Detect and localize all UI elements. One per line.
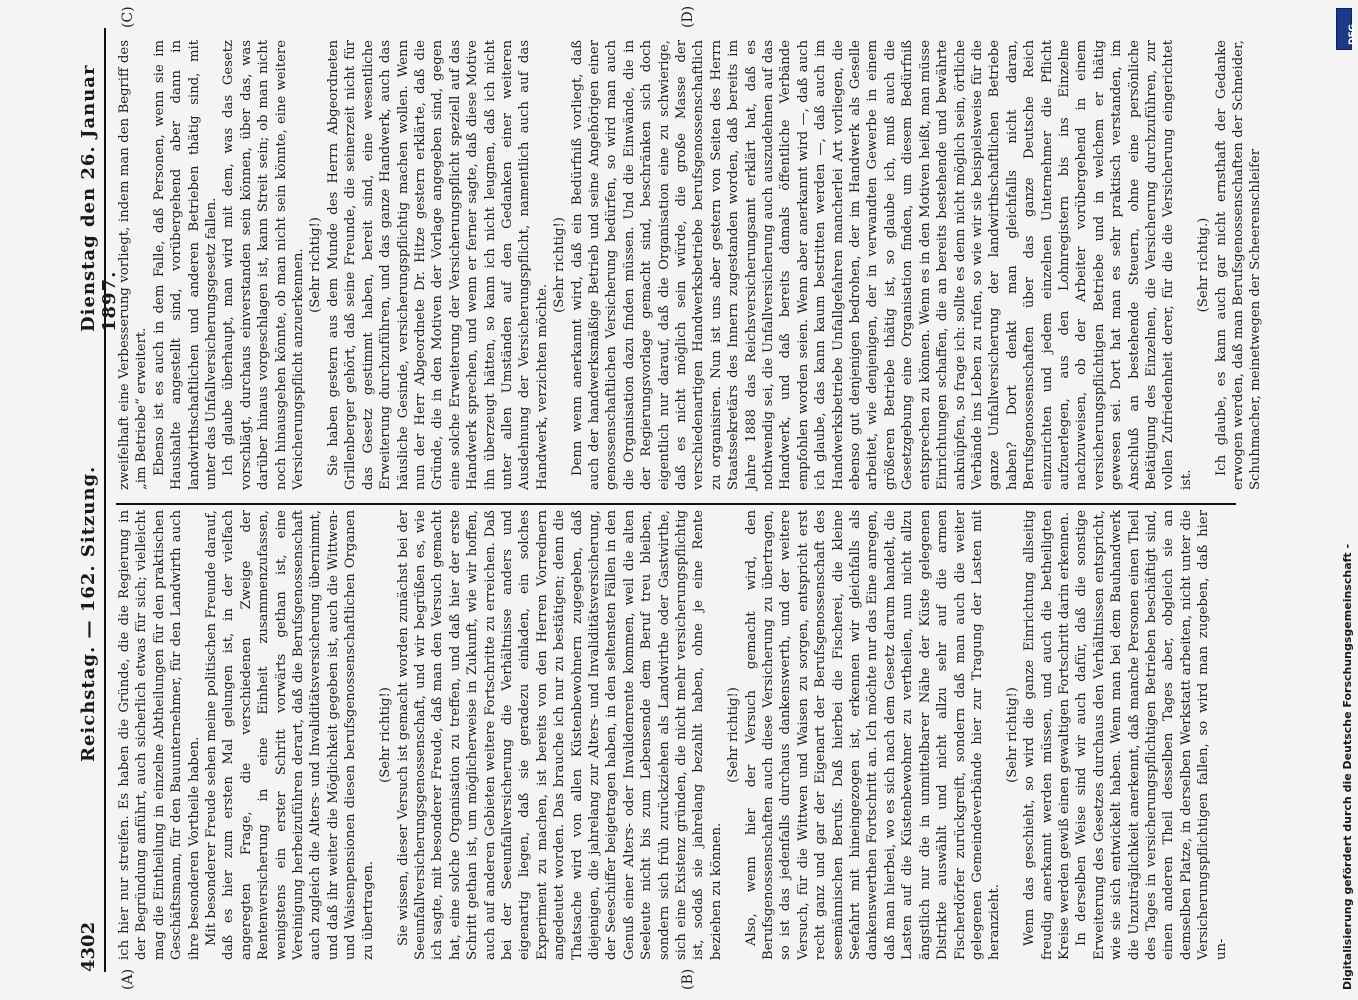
interjection: (Sehr richtig.) — [1196, 217, 1212, 313]
paragraph: Mit besonderer Freude sehen meine politischen Freunde darauf, daß es hier zum ersten Mal gelungen ist, in der vielfach angeregten Frage, die verschiedenen Zweige der Rentenversicherung in eine Einheit zusammenzufassen, wenigstens ein erster Schritt vorwärts gethan ist, eine Vereinigung herbeizuführen derart, daß die Berufsgenossenschaft auch zugleich die Alters- und Invaliditätsversicherung übernimmt, und daß ihr weiter die Möglichkeit gegeben ist, auch die Wittwen- und Waisenpensionen diesen berufsgenossenschaftlichen Organen zu übertragen. — [204, 510, 376, 960]
interjection: (Sehr richtig!) — [308, 217, 324, 313]
paragraph: Ebenso ist es auch in dem Falle, daß Personen, wenn sie im Haushalte angestellt sind, vorübergehend aber dann in landwirthschaftlichen und anderen Betrieben thätig sind, mit unter das Unfallversicherungsgesetz fallen. — [151, 40, 220, 490]
interjection: (Sehr richtig!) — [726, 687, 742, 783]
credit-text: Digitalisierung gefördert durch die Deutsche Forschungsgemeinschaft - — [1341, 543, 1354, 990]
column-divider — [116, 503, 1236, 505]
rotated-page — [60, 0, 1290, 1000]
left-running-head: Reichstag. — 162. Sitzung. — [78, 465, 99, 762]
margin-mark-c: (C) — [120, 6, 136, 28]
paragraph: Denn wenn anerkannt wird, daß ein Bedürfniß vorliegt, daß auch der handwerksmäßige Betrieb und seine Angehörigen einer genossenschaftlichen Versicherung bedürfen, so wird man auch die Organisation dazu finden müssen. Und die Einwände, die in der Regierungsvorlage gemacht sind, beschränken sich doch eigentlich nur darauf, daß die Organisation eine zu schwierige, daß es nicht möglich sein würde, die große Masse der verschiedenartigen Handwerksbetriebe berufsgenossenschaftlich zu organisiren. Nun ist uns aber gestern von Seiten des Herrn Staatssekretärs des Innern zugestanden worden, daß bereits im Jahre 1888 das Reichsversicherungsamt erklärt hat, daß es nothwendig sei, die Unfallversicherung auch auszudehnen auf das Handwerk, und daß bereits damals öffentliche Verbände empfohlen worden seien. Wenn aber anerkannt wird —, daß auch ich glaube, das kann kaum bestritten werden —, daß auch im Handwerksbetriebe Unfallgefahren mancherlei Art vorliegen, die ebenso gut denjenigen bedrohen, der im Handwerk als Geselle arbeitet, wie denjenigen, der in verwandten Gewerbe in einem größeren Betriebe thätig ist, so glaube ich, muß auch die Gesetzgebung eine Organisation finden, um diesem Bedürfniß entsprechen zu können. Wenn es in den Motiven heißt, man müsse Einrichtungen schaffen, die an bereits bestehende und bewährte anknüpfen, so frage ich: sollte es denn nicht möglich sein, örtliche Verbände ins Leben zu rufen, so wie wir sie beispielsweise für die ganze Unfallversicherung der landwirthschaftlichen Betriebe haben? Dort denkt man gleichfalls nicht daran, Berufsgenossenschaften über das ganze Deutsche Reich einzurichten und jedem einzelnen Unternehmer die Pflicht aufzuerlegen, aus den Lohnregistern bis ins Einzelne nachzuweisen, ob der Arbeiter vorübergehend in einem versicherungspflichtigen Betriebe und in welchem er thätig gewesen sei. Dort hat man es sehr praktisch verstanden, im Anschluß an bestehende Steuern, ohne eine persönliche Betätigung des Einzelnen, die Versicherung durchzuführen, zur vollen Zufriedenheit derer, für die die Versicherung eingerichtet ist. — [569, 40, 1194, 490]
dfg-logo-text: DFG — [1348, 23, 1358, 45]
paragraph: Ich glaube überhaupt, man wird mit dem, was das Gesetz vorschlägt, durchaus einverstanden sein können, über das, was darüber hinaus vorgeschlagen ist, kann Streit sein; ob man nicht noch hinausgehen könnte, ob man nicht sein könnte, eine weitere Versicherungspflicht anzuerkennen. — [221, 40, 307, 490]
paragraph: Ich glaube, es kann auch gar nicht ernsthaft der Gedanke erwogen werden, daß man Berufsgenossenschaften der Schneider, Schuhmacher, meinetwegen der Scheerenschleifer — [1213, 40, 1264, 490]
margin-mark-b: (B) — [680, 968, 696, 990]
interjection: (Sehr richtig!) — [552, 217, 568, 313]
margin-mark-a: (A) — [120, 968, 136, 990]
paragraph: zweifelhaft eine Verbesserung vorliegt, indem man den Begriff des „im Betriebe“ erweitert. — [117, 40, 150, 490]
right-running-head: Dienstag den 26. Januar 1897. — [78, 64, 120, 332]
digitization-credit — [1319, 70, 1354, 990]
interjection: (Sehr richtig!) — [378, 687, 394, 783]
paragraph: In derselben Weise sind wir auch dafür, daß die sonstige Erweiterung des Gesetzes durchaus den Verhältnissen entspricht, wie sie sich entwickelt haben. Wenn man bei dem Bauhandwerk die Unzuträglichkeit anerkennt, daß manche Personen einen Theil des Tages in versicherungspflichtigen Betrieben beschäftigt sind, einen anderen Theil desselben Tages aber, obgleich sie an demselben Platze, in derselben Werkstatt arbeiten, nicht unter die Versicherungspflichtigen fallen, so wird man zugeben, daß hier un- — [1074, 510, 1229, 960]
right-column — [116, 40, 1264, 490]
paragraph: ich hier nur streifen. Es haben die Gründe, die die Regierung in der Begründung anführt, auch sicherlich etwas für sich; vielleicht mag die Eintheilung in einzelne Abtheilungen für den praktischen Geschäftsmann, für den Bauunternehmer, für den Landwirth auch ihre besonderen Vortheile haben. — [117, 510, 202, 960]
running-head — [78, 28, 120, 972]
margin-mark-d: (D) — [680, 5, 696, 28]
page-number: 4302 — [78, 921, 99, 972]
interjection: (Sehr richtig!) — [1004, 687, 1020, 783]
dfg-logo — [1336, 8, 1358, 50]
paragraph: Sie wissen, dieser Versuch ist gemacht worden zunächst bei der Seeunfallversicherungsgenossenschaft, und wir begrüßen es, wie ich sagte, mit besonderer Freude, daß man den Versuch gemacht hat, eine solche Organisation zu treffen, und daß hier der erste Schritt gethan ist, um möglicherweise in Zukunft, wie wir hoffen, auch auf anderen Gebieten weitere Fortschritte zu erreichen. Daß bei der Seeunfallversicherung die Verhältnisse anders und eigenartig liegen, daß sie geradezu einladen, ein solches Experiment zu machen, ist bereits von den Herren Vorrednern angedeutet worden. Das brauche ich nur zu bestätigen; denn die Thatsache wird von allen Küstenbewohnern zugegeben, daß diejenigen, die jahrelang zur Alters- und Invaliditätsversicherung, der Seeschiffer beigetragen haben, in den seltensten Fällen in den Genuß einer Alters- oder Invalidenrente kommen, weil die alten Seeleute nicht bis zum Lebensende dem Beruf treu bleiben, sondern sich früh zurückziehen als Landwirthe oder Gastwirthe, sich eine Existenz gründen, die nicht mehr versicherungspflichtig ist, sodaß sie jahrelang bezahlt haben, ohne je eine Rente beziehen zu können. — [395, 510, 724, 960]
document-sheet — [60, 0, 1290, 1000]
left-column — [116, 510, 1236, 960]
paragraph: Wenn das geschieht, so wird die ganze Einrichtung allseitig freudig anerkannt werden müssen, und auch die betheiligten Kreise werden gewiß einen gewaltigen Fortschritt darin erkennen. — [1022, 510, 1072, 960]
paragraph: Sie haben gestern aus dem Munde des Herrn Abgeordneten Grillenberger gehört, daß seine Freunde, die seinerzeit nicht für das Gesetz gestimmt haben, bereit sind, eine wesentliche Erweiterung durchzuführen, und das ganze Handwerk, auch das häusliche Gesinde, versicherungspflichtig machen wollen. Wenn nun der Herr Abgeordnete Dr. Hitze gestern erklärte, daß die Gründe, die in den Motiven der Vorlage angegeben sind, gegen eine solche Erweiterung der Versicherungspflicht speziell auf das Handwerk sprechen, und wenn er ferner sagte, daß diese Motive ihn überzeugt hätten, so kann ich nicht leugnen, daß ich nicht unter allen Umständen auf den Gedanken einer weiteren Ausdehnung der Versicherungspflicht, namentlich auch auf das Handwerk, verzichten möchte. — [325, 40, 550, 490]
paragraph: Also, wenn hier der Versuch gemacht wird, den Berufsgenossenschaften auch diese Versicherung zu übertragen, so ist das jedenfalls durchaus dankenswerth, und der weitere Versuch, für die Wittwen und Waisen zu sorgen, entspricht erst recht ganz und gar der Eigenart der Berufsgenossenschaft des seemännischen Berufs. Daß hierbei die Fischerei, die kleine Seefahrt mit hineingezogen ist, erkennen wir gleichfalls als dankenswerthen Fortschritt an. Ich möchte nur das Eine anregen, daß man hierbei, wo es sich nach dem Gesetz darum handelt, die Lasten auf die Küstenbewohner zu vertheilen, nun nicht allzu ängstlich nur die in unmittelbarer Nähe der Küste gelegenen Distrikte auswählt und nicht allzu sehr auf die armen Fischerdörfer zurückgreift, sondern daß man auch die weiter gelegenen Gemeindeverbände hier zur Tragung der Lasten mit heranzieht. — [743, 510, 1003, 960]
